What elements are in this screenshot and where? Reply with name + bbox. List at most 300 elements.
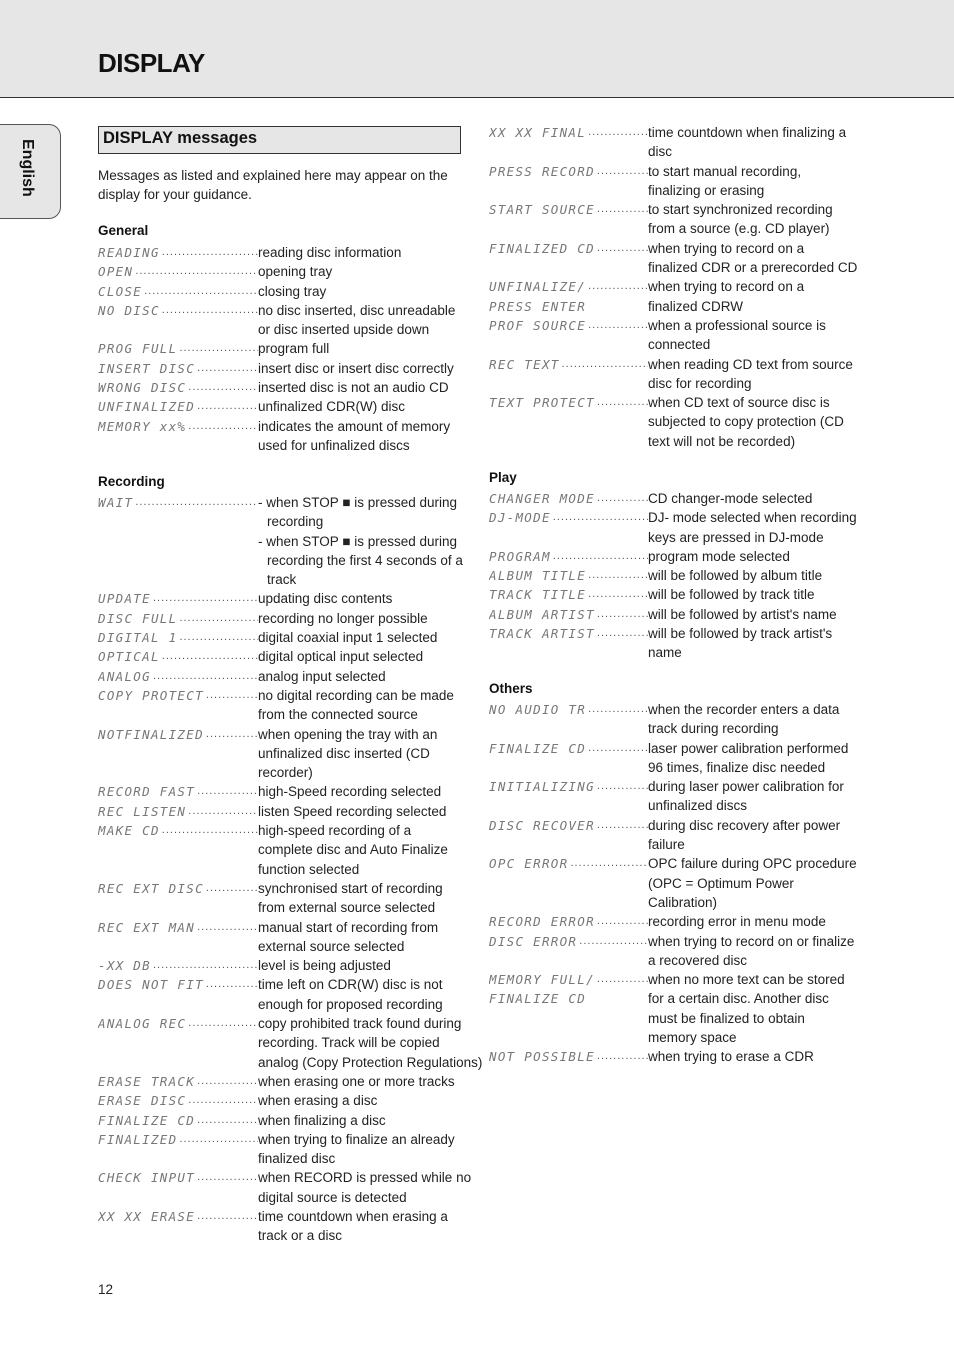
description-line: when trying to record on a — [648, 240, 805, 256]
dot-leader — [162, 301, 258, 340]
display-code — [489, 777, 648, 816]
message-description — [648, 970, 858, 1047]
display-code-lines — [489, 277, 586, 316]
display-code-lines — [98, 918, 195, 957]
description-line: manual start of recording from — [258, 919, 439, 935]
description-line: CD changer-mode selected — [648, 491, 813, 506]
description-line: unfinalized disc inserted (CD — [258, 745, 430, 761]
group-general — [98, 243, 463, 455]
description-line: Calibration) — [648, 894, 718, 910]
display-code — [98, 1091, 258, 1110]
group-heading-recording: Recording — [98, 474, 165, 489]
page-number: 12 — [98, 1282, 114, 1297]
message-description — [648, 200, 858, 239]
display-code-lines — [489, 239, 595, 278]
display-code-lines — [489, 200, 595, 239]
message-entry — [489, 547, 858, 566]
description-line: time left on CDR(W) disc is not — [258, 977, 443, 993]
message-entry — [489, 624, 858, 663]
description-line: will be followed by track artist's — [648, 626, 833, 642]
dot-leader — [144, 282, 258, 301]
group-recording-continued — [489, 123, 858, 451]
display-code — [98, 782, 258, 801]
message-description — [258, 647, 463, 666]
display-code-text: START SOURCE — [489, 202, 595, 218]
message-entry — [98, 1072, 463, 1091]
display-code-lines — [489, 393, 595, 451]
display-code-lines — [98, 417, 186, 456]
description-line: when finalizing a disc — [258, 1112, 386, 1128]
display-code — [489, 854, 648, 912]
message-description — [258, 282, 463, 301]
message-entry — [489, 739, 858, 778]
display-code — [98, 378, 258, 397]
message-description — [258, 1072, 463, 1091]
display-code — [98, 262, 258, 281]
display-code — [489, 605, 648, 624]
description-line: when opening the tray with an — [258, 726, 438, 742]
display-code — [98, 339, 258, 358]
message-entry — [489, 316, 858, 355]
description-line: no disc inserted, disc unreadable — [258, 302, 456, 318]
message-entry — [98, 1207, 463, 1246]
display-code-lines — [98, 301, 160, 340]
intro-line: display for your guidance. — [98, 187, 252, 203]
display-code-text: PRESS ENTER — [489, 298, 587, 314]
message-entry — [98, 802, 463, 821]
display-code-text: ANALOG — [98, 668, 151, 684]
display-code — [98, 802, 258, 821]
description-line: external source selected — [258, 938, 405, 954]
description-line: digital coaxial input 1 selected — [258, 630, 438, 646]
description-line: analog (Copy Protection Regulations) — [258, 1054, 483, 1070]
display-code — [98, 647, 258, 666]
description-line: or disc inserted upside down — [258, 322, 430, 338]
message-entry — [489, 605, 858, 624]
display-code — [489, 355, 648, 394]
display-code — [489, 912, 648, 931]
description-line: enough for proposed recording — [258, 996, 443, 1012]
display-code — [489, 816, 648, 855]
dot-leader — [188, 1014, 258, 1072]
dot-leader — [197, 1072, 258, 1091]
message-entry — [489, 162, 858, 201]
dot-leader — [597, 912, 648, 931]
display-code-text: NOT POSSIBLE — [489, 1049, 595, 1065]
description-line: recording. Track will be copied — [258, 1035, 440, 1051]
message-description — [648, 700, 858, 739]
dot-leader — [188, 417, 258, 456]
dot-leader — [135, 262, 258, 281]
message-description — [258, 1130, 463, 1169]
display-code-lines — [489, 547, 551, 566]
description-line: recorder) — [258, 765, 313, 781]
description-line: when trying to finalize an already — [258, 1131, 455, 1147]
message-description — [258, 918, 463, 957]
display-code-text: ALBUM TITLE — [489, 568, 587, 584]
dot-leader — [597, 970, 648, 1047]
description-line: (OPC = Optimum Power — [648, 875, 794, 891]
description-line: disc for recording — [648, 375, 752, 391]
group-heading-general: General — [98, 223, 149, 238]
display-code-text: XX XX FINAL — [489, 125, 587, 140]
display-code-lines — [98, 879, 204, 918]
dot-leader — [153, 667, 258, 686]
message-description — [258, 667, 463, 686]
display-code — [98, 956, 258, 975]
message-description — [648, 162, 858, 201]
description-line: analog input selected — [258, 668, 386, 684]
page-title: DISPLAY — [98, 48, 205, 78]
display-code-lines — [98, 1130, 177, 1169]
description-line: from a source (e.g. CD player) — [648, 221, 830, 237]
message-description — [648, 355, 858, 394]
display-code-text: UNFINALIZE/ — [489, 279, 587, 295]
display-code — [489, 393, 648, 451]
message-description — [648, 277, 858, 316]
display-code-lines — [489, 489, 595, 508]
description-line: when no more text can be stored — [648, 972, 845, 988]
display-code-lines — [98, 667, 151, 686]
message-description — [648, 489, 858, 508]
message-entry — [489, 489, 858, 508]
message-entry — [98, 821, 463, 879]
description-line: DJ- mode selected when recording — [648, 510, 857, 526]
message-entry — [98, 725, 463, 783]
display-code — [98, 1168, 258, 1207]
display-code — [98, 686, 258, 725]
display-code-text: WRONG DISC — [98, 380, 187, 396]
message-description — [258, 1111, 463, 1130]
message-entry — [489, 1047, 858, 1066]
description-line: track — [267, 572, 297, 588]
display-code-text: MEMORY FULL/ — [489, 972, 595, 988]
display-code-text: RECORD FAST — [98, 784, 196, 800]
message-entry — [98, 609, 463, 628]
dot-leader — [562, 355, 648, 394]
dot-leader — [588, 316, 648, 355]
display-code-text: PROG FULL — [98, 341, 178, 357]
group-recording — [98, 493, 483, 1246]
description-line: recording error in menu mode — [648, 914, 826, 930]
message-entry — [489, 239, 858, 278]
message-entry — [489, 566, 858, 585]
display-code-lines — [489, 566, 586, 585]
section-title: DISPLAY messages — [98, 126, 461, 154]
message-description — [258, 262, 463, 281]
dot-leader — [597, 624, 648, 663]
display-code-text: UNFINALIZED — [98, 399, 196, 415]
message-entry — [98, 879, 463, 918]
dot-leader — [162, 821, 258, 879]
dot-leader — [162, 647, 258, 666]
description-line: unfinalized CDR(W) disc — [258, 399, 406, 415]
display-code-text: DISC RECOVER — [489, 817, 595, 833]
description-line: opening tray — [258, 264, 333, 280]
display-code — [489, 1047, 648, 1066]
message-description — [648, 816, 858, 855]
message-entry — [98, 918, 463, 957]
dot-leader — [179, 339, 258, 358]
description-line: insert disc or insert disc correctly — [258, 360, 454, 376]
message-entry — [98, 589, 463, 608]
display-code — [489, 239, 648, 278]
message-entry — [489, 123, 858, 162]
dot-leader — [188, 1091, 258, 1110]
display-code — [98, 725, 258, 783]
description-line: level is being adjusted — [258, 958, 391, 974]
display-code-text: TEXT PROTECT — [489, 395, 595, 411]
description-line: updating disc contents — [258, 591, 393, 607]
display-code-lines — [489, 585, 586, 604]
display-code — [489, 508, 648, 547]
description-line: memory space — [648, 1030, 737, 1046]
message-description — [258, 821, 463, 879]
description-line: time countdown when finalizing a — [648, 125, 847, 140]
dot-leader — [597, 200, 648, 239]
description-line: track during recording — [648, 721, 779, 737]
display-code — [98, 918, 258, 957]
dot-leader — [179, 628, 258, 647]
message-description — [258, 417, 463, 456]
display-code-lines — [98, 378, 186, 397]
description-line: finalized CDRW — [648, 298, 744, 314]
display-code — [98, 609, 258, 628]
display-code-lines — [489, 162, 595, 201]
language-tab — [0, 124, 61, 219]
display-code-lines — [98, 359, 195, 378]
display-code-lines — [489, 700, 586, 739]
dot-leader — [588, 585, 648, 604]
message-entry — [489, 854, 858, 912]
message-description — [648, 316, 858, 355]
description-line: when CD text of source disc is — [648, 395, 830, 411]
description-line: when erasing one or more tracks — [258, 1073, 455, 1089]
description-line: indicates the amount of memory — [258, 418, 451, 434]
dot-leader — [206, 879, 258, 918]
description-line: function selected — [258, 861, 360, 877]
display-code-lines — [489, 355, 560, 394]
display-code — [489, 277, 648, 316]
message-entry — [98, 359, 463, 378]
display-code-lines — [489, 854, 568, 912]
message-description — [258, 339, 463, 358]
message-entry — [98, 262, 463, 281]
dot-leader — [597, 239, 648, 278]
page-header — [0, 0, 954, 98]
description-line: high-Speed recording selected — [258, 784, 442, 800]
display-code-lines — [98, 243, 160, 262]
display-code-lines — [98, 1091, 186, 1110]
description-line: name — [648, 645, 682, 661]
message-description — [258, 609, 463, 628]
dot-leader — [597, 489, 648, 508]
message-entry — [98, 493, 463, 589]
message-description — [648, 854, 858, 912]
display-code-text: PRESS RECORD — [489, 163, 595, 179]
description-line: will be followed by album title — [648, 568, 823, 584]
display-code-text: FINALIZED — [98, 1131, 178, 1147]
display-code — [489, 624, 648, 663]
message-entry — [489, 700, 858, 739]
display-code-text: MAKE CD — [98, 823, 160, 839]
message-entry — [98, 1091, 463, 1110]
message-description — [648, 585, 858, 604]
display-code-lines — [98, 821, 160, 879]
display-code — [98, 1072, 258, 1091]
description-line: time countdown when erasing a — [258, 1208, 448, 1224]
display-code-lines — [489, 777, 595, 816]
display-code — [98, 589, 258, 608]
message-description — [258, 1168, 472, 1207]
display-code-lines — [489, 624, 595, 663]
display-code-text: OPC ERROR — [489, 856, 569, 872]
description-line: for a certain disc. Another disc — [648, 991, 829, 1007]
display-code — [98, 243, 258, 262]
display-code-text: FINALIZE CD — [98, 1112, 196, 1128]
display-code-text: TRACK TITLE — [489, 587, 587, 603]
message-description — [648, 932, 858, 971]
description-line: recording the first 4 seconds of a — [267, 552, 463, 568]
message-description — [258, 359, 463, 378]
message-description — [258, 397, 463, 416]
dot-leader — [197, 918, 258, 957]
display-code-lines — [489, 912, 595, 931]
display-code-text: CHANGER MODE — [489, 491, 595, 506]
display-code — [489, 123, 648, 162]
message-description — [258, 1091, 463, 1110]
display-code-text: REC EXT MAN — [98, 919, 196, 935]
dot-leader — [197, 782, 258, 801]
message-description — [258, 879, 463, 918]
dot-leader — [197, 359, 258, 378]
message-description — [258, 975, 463, 1014]
display-code-text: CHECK INPUT — [98, 1170, 196, 1186]
message-entry — [98, 686, 463, 725]
description-line: when a professional source is — [648, 317, 826, 333]
display-code-text: ALBUM ARTIST — [489, 606, 595, 622]
display-code — [98, 301, 258, 340]
message-description — [258, 782, 463, 801]
description-line: recording — [267, 514, 324, 530]
display-code-text: PROGRAM — [489, 548, 551, 564]
display-code — [98, 1130, 258, 1169]
display-code-lines — [98, 647, 160, 666]
message-entry — [489, 393, 858, 451]
description-line: listen Speed recording selected — [258, 803, 447, 819]
description-line: text will not be recorded) — [648, 433, 796, 449]
display-code-text: ERASE TRACK — [98, 1073, 196, 1089]
description-line: will be followed by artist's name — [648, 606, 837, 622]
dot-leader — [588, 123, 648, 162]
group-others — [489, 700, 858, 1067]
description-line: - when STOP ■ is pressed during — [258, 533, 457, 549]
message-description — [648, 547, 858, 566]
display-code — [98, 1207, 258, 1246]
message-entry — [98, 628, 463, 647]
display-code — [98, 417, 258, 456]
display-code-text: DISC FULL — [98, 610, 178, 626]
message-description — [648, 605, 858, 624]
display-code-lines — [98, 1207, 195, 1246]
description-line: from the connected source — [258, 707, 418, 723]
description-line: OPC failure during OPC procedure — [648, 856, 857, 872]
display-code-lines — [489, 932, 577, 971]
display-code-lines — [98, 589, 151, 608]
intro-line: Messages as listed and explained here may appear on the — [98, 168, 448, 183]
message-entry — [489, 912, 858, 931]
display-code-text: READING — [98, 245, 160, 260]
description-line: no digital recording can be made — [258, 687, 454, 703]
message-description — [648, 1047, 858, 1066]
message-entry — [98, 397, 463, 416]
dot-leader — [153, 589, 258, 608]
description-line: keys are pressed in DJ-mode — [648, 529, 824, 545]
display-code — [98, 282, 258, 301]
display-code — [489, 739, 648, 778]
description-line: when trying to erase a CDR — [648, 1049, 814, 1065]
display-code-lines — [98, 1072, 195, 1091]
message-entry — [489, 200, 858, 239]
display-code-lines — [98, 262, 133, 281]
display-code-text: DOES NOT FIT — [98, 977, 204, 993]
language-tab-label: English — [19, 139, 36, 197]
dot-leader — [597, 777, 648, 816]
display-code-text: FINALIZE CD — [489, 740, 587, 756]
display-code — [489, 547, 648, 566]
display-code-lines — [98, 782, 195, 801]
message-entry — [489, 585, 858, 604]
dot-leader — [597, 605, 648, 624]
message-description — [258, 243, 463, 262]
message-description — [648, 739, 858, 778]
display-code — [489, 316, 648, 355]
display-code — [98, 359, 258, 378]
dot-leader — [179, 609, 258, 628]
message-description — [258, 1207, 463, 1246]
display-code-lines — [98, 282, 142, 301]
description-line: finalized disc — [258, 1151, 336, 1167]
description-line: when erasing a disc — [258, 1093, 378, 1109]
description-line: 96 times, finalize disc needed — [648, 759, 826, 775]
intro-text — [98, 166, 458, 205]
message-entry — [98, 282, 463, 301]
display-code-lines — [98, 975, 204, 1014]
description-line: digital source is detected — [258, 1189, 407, 1205]
dot-leader — [588, 277, 648, 316]
dot-leader — [135, 493, 258, 589]
description-line: connected — [648, 337, 711, 353]
description-line: copy prohibited track found during — [258, 1016, 462, 1032]
group-heading-play: Play — [489, 470, 517, 485]
message-entry — [98, 1130, 463, 1169]
dot-leader — [579, 932, 648, 971]
description-line: track or a disc — [258, 1228, 343, 1244]
message-description — [258, 589, 463, 608]
message-description — [258, 956, 463, 975]
dot-leader — [153, 956, 258, 975]
display-code-text: NOTFINALIZED — [98, 726, 204, 742]
display-code — [98, 667, 258, 686]
message-entry — [98, 782, 463, 801]
description-line: unfinalized discs — [648, 798, 748, 814]
dot-leader — [588, 700, 648, 739]
display-code — [489, 489, 648, 508]
display-code-lines — [489, 123, 586, 162]
dot-leader — [197, 1111, 258, 1130]
description-line: finalizing or erasing — [648, 182, 765, 198]
dot-leader — [206, 686, 258, 725]
